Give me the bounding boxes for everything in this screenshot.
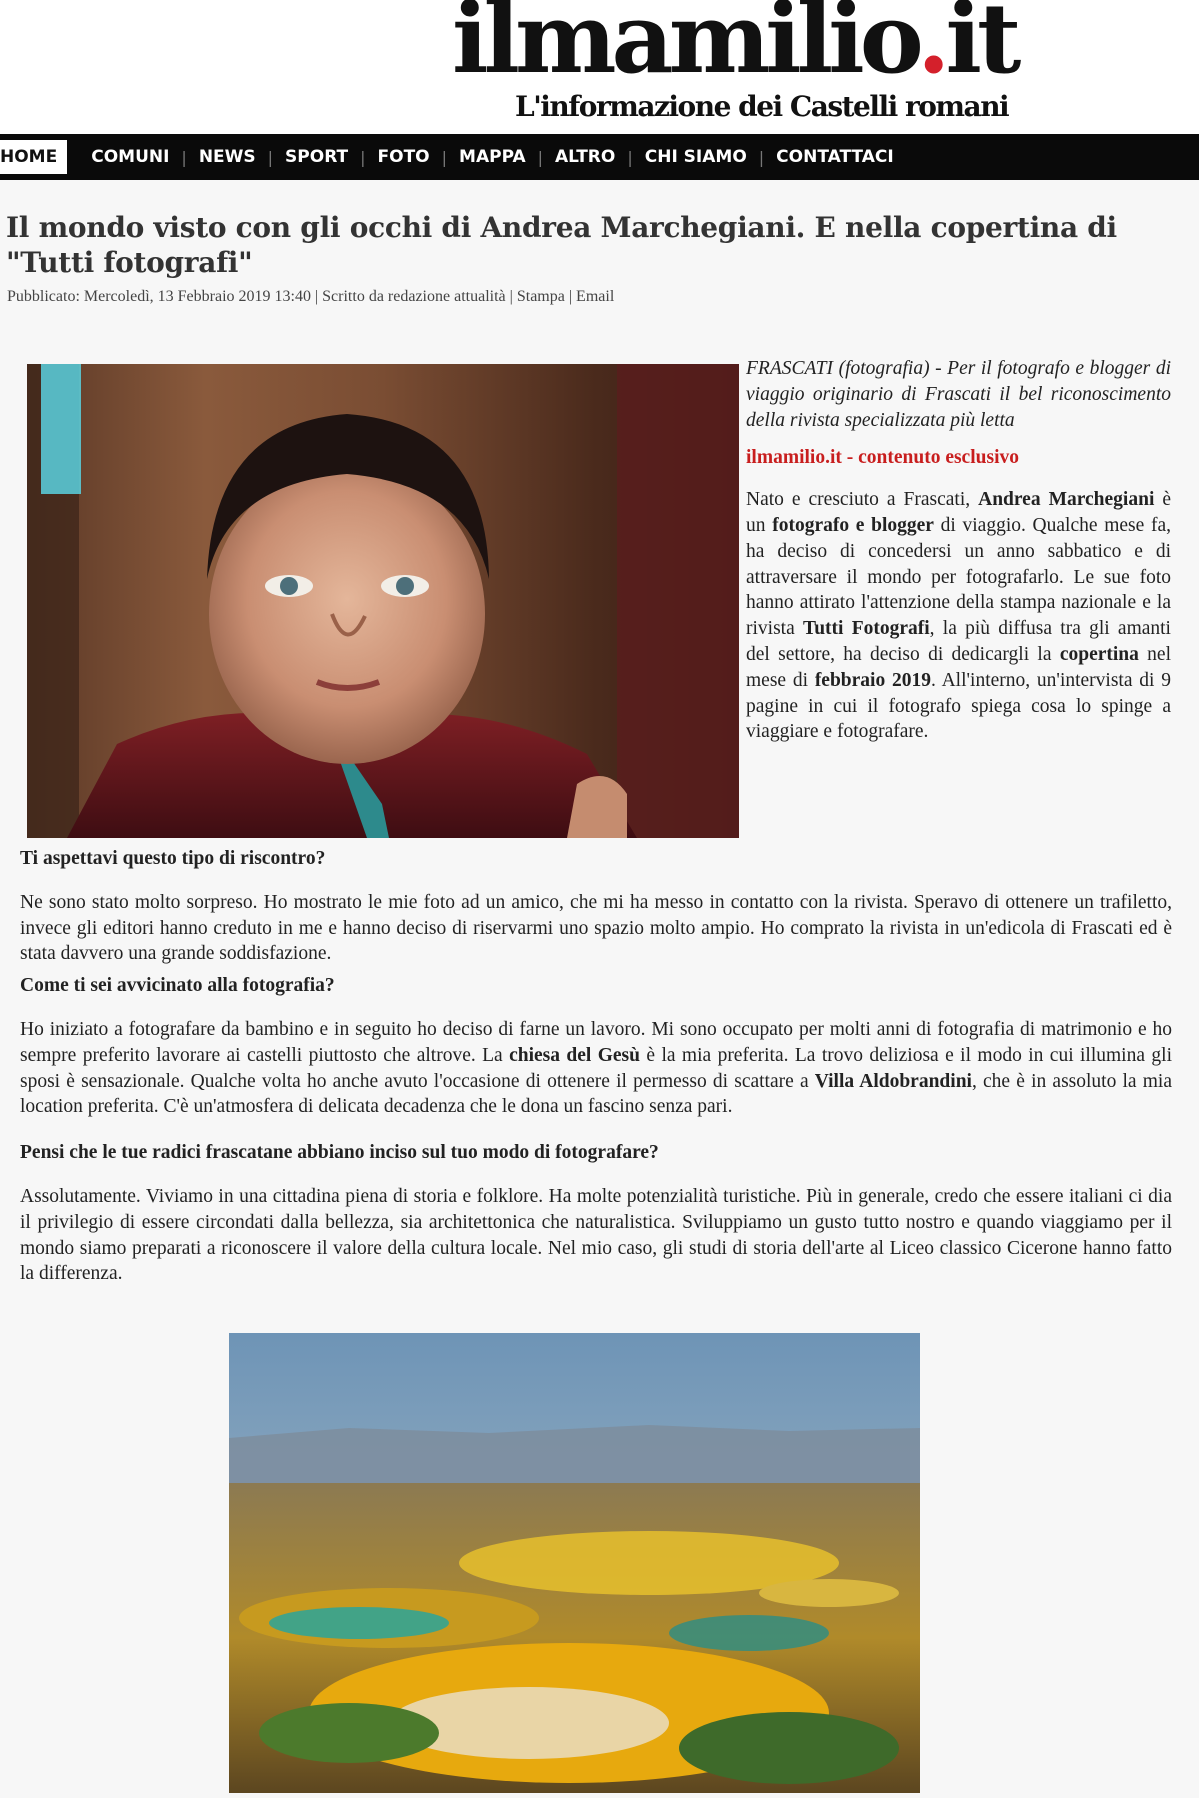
- nav-item-altro[interactable]: ALTRO: [555, 147, 616, 167]
- nav-separator: |: [181, 147, 187, 167]
- article-author: Scritto da redazione attualità: [322, 288, 506, 305]
- lead-photo-portrait: [27, 364, 739, 838]
- site-header: [0, 0, 1199, 134]
- nav-item-mappa[interactable]: MAPPA: [459, 147, 526, 167]
- logo-wordmark: ilmamilio.it: [452, 0, 1016, 92]
- main-navbar: [0, 134, 1199, 180]
- nav-item-foto[interactable]: FOTO: [377, 147, 430, 167]
- logo-tagline: L'informazione dei Castelli romani: [515, 90, 1009, 123]
- nav-item-sport[interactable]: SPORT: [285, 147, 349, 167]
- lead-paragraph: Nato e cresciuto a Frascati, Andrea Marchegiani è un fotografo e blogger di viaggio. Qualche mese fa, ha deciso di concedersi un anno sabbatico e di attraversare il mondo per fotografarlo. Le sue foto hanno attirato l'attenzione della stampa nazionale e la rivista Tutti Fotografi, la più diffusa tra gli amanti del settore, ha deciso di dedicargli la copertina nel mese di febbraio 2019. All'interno, un'intervista di 9 pagine in cui il fotografo spiega cosa lo spinge a viaggiare e fotografare.: [746, 489, 1172, 743]
- lead-column: [746, 356, 1171, 745]
- nav-item-comuni[interactable]: COMUNI: [91, 147, 170, 167]
- article-meta: Pubblicato: Mercoledì, 13 Febbraio 2019 13:40 | Scritto da redazione attualità | Stampa | Email: [7, 288, 615, 305]
- site-logo[interactable]: [448, 0, 1198, 134]
- nav-separator: |: [537, 147, 544, 167]
- question-heading: Ti aspettavi questo tipo di riscontro?: [20, 848, 326, 869]
- nav-item-chi-siamo[interactable]: CHI SIAMO: [644, 147, 747, 167]
- answer-paragraph: Ho iniziato a fotografare da bambino e in seguito ho deciso di farne un lavoro. Mi sono occupato per molti anni di fotografia di matrimonio e ho sempre preferito lavorare ai castelli piuttosto che altrove. La chiesa del Gesù è la mia preferita. La trovo deliziosa e il modo in cui illumina gli sposi è sensazionale. Qualche volta ho anche avuto l'occasione di ottenere il permesso di scattare a Villa Aldobrandini, che è in assoluto la mia location preferita. C'è un'atmosfera di delicata decadenza che le dona un fascino senza pari.: [20, 1018, 1172, 1118]
- question-heading: Come ti sei avvicinato alla fotografia?: [20, 975, 335, 997]
- answer-paragraph: Assolutamente. Viviamo in una cittadina piena di storia e folklore. Ha molte potenzialità turistiche. Più in generale, credo che essere italiani ci dia il privilegio di essere circondati dalla bellezza, sia architettonica che naturalistica. Sviluppiamo un gusto tutto nostro e quando viaggiamo per il mondo siamo preparati a riconoscere il valore della cultura locale. Nel mio caso, gli studi di storia dell'arte al Liceo classico Cicerone hanno fatto la differenza.: [20, 1185, 1172, 1285]
- exclusive-notice: ilmamilio.it - contenuto esclusivo: [746, 447, 1019, 469]
- lead-intro: FRASCATI (fotografia) - Per il fotografo e blogger di viaggio originario di Frascati il bel riconoscimento della rivista specializzata più letta: [746, 358, 1171, 431]
- logo-dot: .: [917, 0, 946, 95]
- print-link[interactable]: Stampa: [516, 288, 565, 305]
- nav-separator: |: [627, 147, 633, 167]
- answer-paragraph: Ne sono stato molto sorpreso. Ho mostrato le mie foto ad un amico, che mi ha messo in contatto con la rivista. Speravo di ottenere un trafiletto, invece gli editori hanno creduto in me e hanno deciso di riservarmi uno spazio molto ampio. Ho comprato la rivista in un'edicola di Frascati ed è stata davvero una grande soddisfazione.: [20, 891, 1172, 965]
- nav-item-contattaci[interactable]: CONTATTACI: [776, 147, 894, 167]
- landscape-photo: [229, 1333, 920, 1793]
- nav-separator: |: [758, 147, 765, 167]
- nav-separator: |: [360, 147, 366, 167]
- article-title: Il mondo visto con gli occhi di Andrea Marchegiani. E nella copertina di "Tutti fotografi": [6, 211, 1117, 279]
- email-link[interactable]: Email: [576, 288, 615, 305]
- nav-item-home[interactable]: HOME: [0, 140, 67, 174]
- nav-item-news[interactable]: NEWS: [198, 147, 256, 167]
- article-body: [20, 846, 1172, 1291]
- nav-separator: |: [267, 147, 274, 167]
- question-heading: Pensi che le tue radici frascatane abbiano inciso sul tuo modo di fotografare?: [20, 1142, 659, 1164]
- publish-date: Pubblicato: Mercoledì, 13 Febbraio 2019 13:40: [7, 288, 311, 305]
- nav-separator: |: [441, 147, 448, 167]
